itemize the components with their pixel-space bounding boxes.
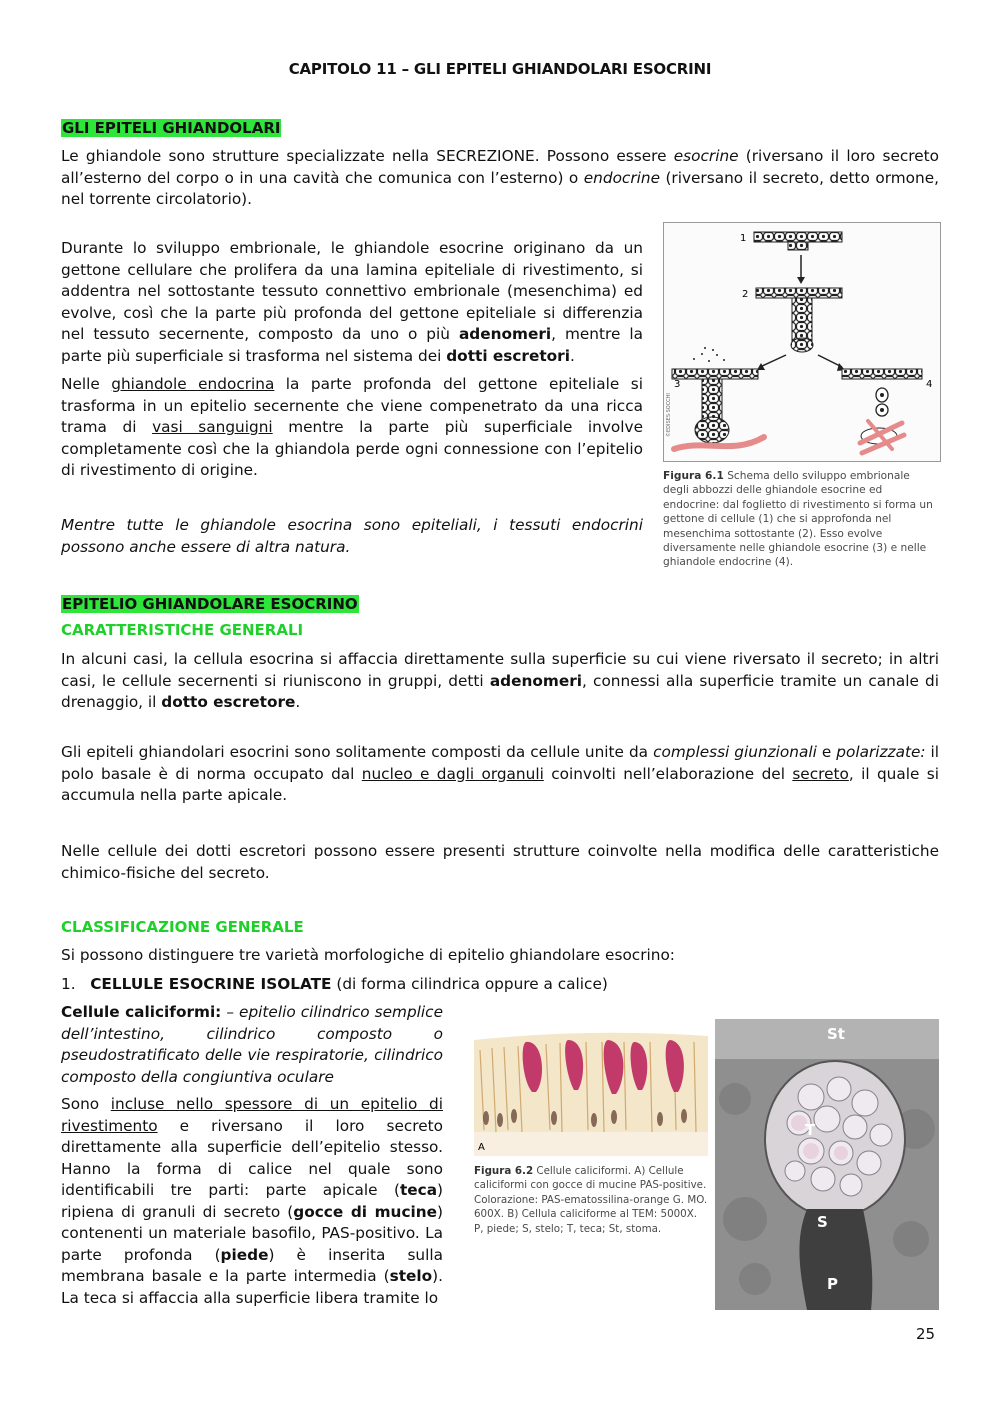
figure-6-2-micrograph-a [474, 1020, 708, 1156]
figure-6-1-caption: Figura 6.1 Schema dello sviluppo embrionale degli abbozzi delle ghiandole esocrine ed endocrine: dal foglietto di rivestimento si forma un gettone di cellule (1) che si approfonda nel mesenchima sottostante (2). Esso evolve diversamente nelle ghiandole esocrine (3) e nelle ghiandole endocrine (4). [663, 470, 933, 569]
micrograph-label-a: A [478, 1142, 485, 1153]
stage-label-4: 4 [926, 379, 933, 390]
stage-label-1: 1 [740, 233, 747, 244]
section-heading-epiteli: GLI EPITELI GHIANDOLARI [62, 119, 281, 137]
figure-side-credit: ©EDISES·SOCCHI [666, 393, 672, 437]
stage-label-2: 2 [742, 289, 749, 300]
chapter-title: CAPITOLO 11 – GLI EPITELI GHIANDOLARI ESOCRINI [288, 60, 712, 78]
subheading-caratteristiche: CARATTERISTICHE GENERALI [61, 621, 304, 639]
polarity-paragraph: Gli epiteli ghiandolari esocrini sono solitamente composti da cellule unite da complessi giunzionali e polarizzate: il polo basale è di norma occupato dal nucleo e dagli organuli coinvolti nell’elaborazione del secreto, il quale si accumula nella parte apicale. [61, 743, 940, 804]
stage-label-3: 3 [674, 379, 681, 390]
classification-intro: Si possono distinguere tre varietà morfologiche di epitelio ghiandolare esocrino: [61, 946, 675, 964]
goblet-cells-description: Sono incluse nello spessore di un epitelio di rivestimento e riversano il loro secreto direttamente alla superficie dell’epitelio stesso. Hanno la forma di calice nel quale sono identificabili tre parti: parte apicale (teca) ripiena di granuli di secreto (gocce di mucine) contenenti un materiale basofilo, PAS-positivo. La parte profonda (piede) è inserita sulla membrana basale e la parte intermedia (stelo). La teca si affaccia alla superficie libera tramite lo [61, 1095, 443, 1307]
subheading-classificazione: CLASSIFICAZIONE GENERALE [61, 918, 304, 936]
tem-label-piede: P [827, 1275, 838, 1293]
figure-6-2-micrograph-b [715, 1019, 939, 1310]
italic-note: Mentre tutte le ghiandole esocrina sono epiteliali, i tessuti endocrini possono anche essere di altra natura. [61, 516, 643, 556]
goblet-cells-definition: Cellule caliciformi: – epitelio cilindrico semplice dell’intestino, cilindrico composto o pseudostratificato delle vie respiratorie, cilindrico composto della congiuntiva oculare [61, 1003, 443, 1086]
figure-6-2-caption: Figura 6.2 Cellule caliciformi. A) Cellule caliciformi con gocce di mucine PAS-positive. Colorazione: PAS-ematossilina-orange G. MO. 600X. B) Cellula caliciforme al TEM: 5000X. P, piede; S, stelo; T, teca; St, stoma. [474, 1165, 708, 1235]
goblet-cell-tem-micrograph [715, 1019, 939, 1310]
list-item-isolated-cells: 1. CELLULE ESOCRINE ISOLATE (di forma cilindrica oppure a calice) [61, 975, 608, 993]
endocrine-paragraph: Nelle ghiandole endocrina la parte profonda del gettone epiteliale si trasforma in un epitelio secernente che viene compenetrato da una ricca trama di vasi sanguigni mentre la parte più superficiale involve completamente così che la ghiandola perde ogni connessione con l’epitelio di rivestimento di origine. [61, 375, 644, 479]
gland-development-diagram [664, 223, 940, 461]
figure-6-1-diagram [663, 222, 941, 462]
intro-paragraph: Le ghiandole sono strutture specializzate nella SECREZIONE. Possono essere esocrine (riversano il loro secreto all’esterno del corpo o in una cavità che comunica con l’esterno) o endocrine (riversano il secreto, detto ormone, nel torrente circolatorio). [61, 147, 939, 208]
page-number: 25 [916, 1325, 936, 1343]
adenomeri-paragraph: In alcuni casi, la cellula esocrina si affaccia direttamente sulla superficie su cui viene riversato il secreto; in altri casi, le cellule secernenti si riuniscono in gruppi, detti adenomeri, connessi alla superficie tramite un canale di drenaggio, il dotto escretore. [61, 650, 940, 711]
section-heading-esocrino: EPITELIO GHIANDOLARE ESOCRINO [62, 595, 358, 613]
ducts-paragraph: Nelle cellule dei dotti escretori possono essere presenti strutture coinvolte nella modifica delle caratteristiche chimico-fisiche del secreto. [61, 842, 939, 882]
tem-label-stoma: St [827, 1025, 845, 1043]
embryonic-paragraph: Durante lo sviluppo embrionale, le ghiandole esocrine originano da un gettone cellulare che prolifera da una lamina epiteliale di rivestimento, si addentra nel sottostante tessuto connettivo embrionale (mesenchima) ed evolve, così che la parte più profonda del gettone epiteliale si differenzia nel tessuto secernente, composto da uno o più adenomeri, mentre la parte più superficiale si trasforma nel sistema dei dotti escretori. [61, 239, 643, 365]
goblet-cells-light-micrograph [474, 1020, 708, 1156]
tem-label-stelo: S [817, 1213, 828, 1231]
tem-label-teca: T [805, 1121, 816, 1139]
